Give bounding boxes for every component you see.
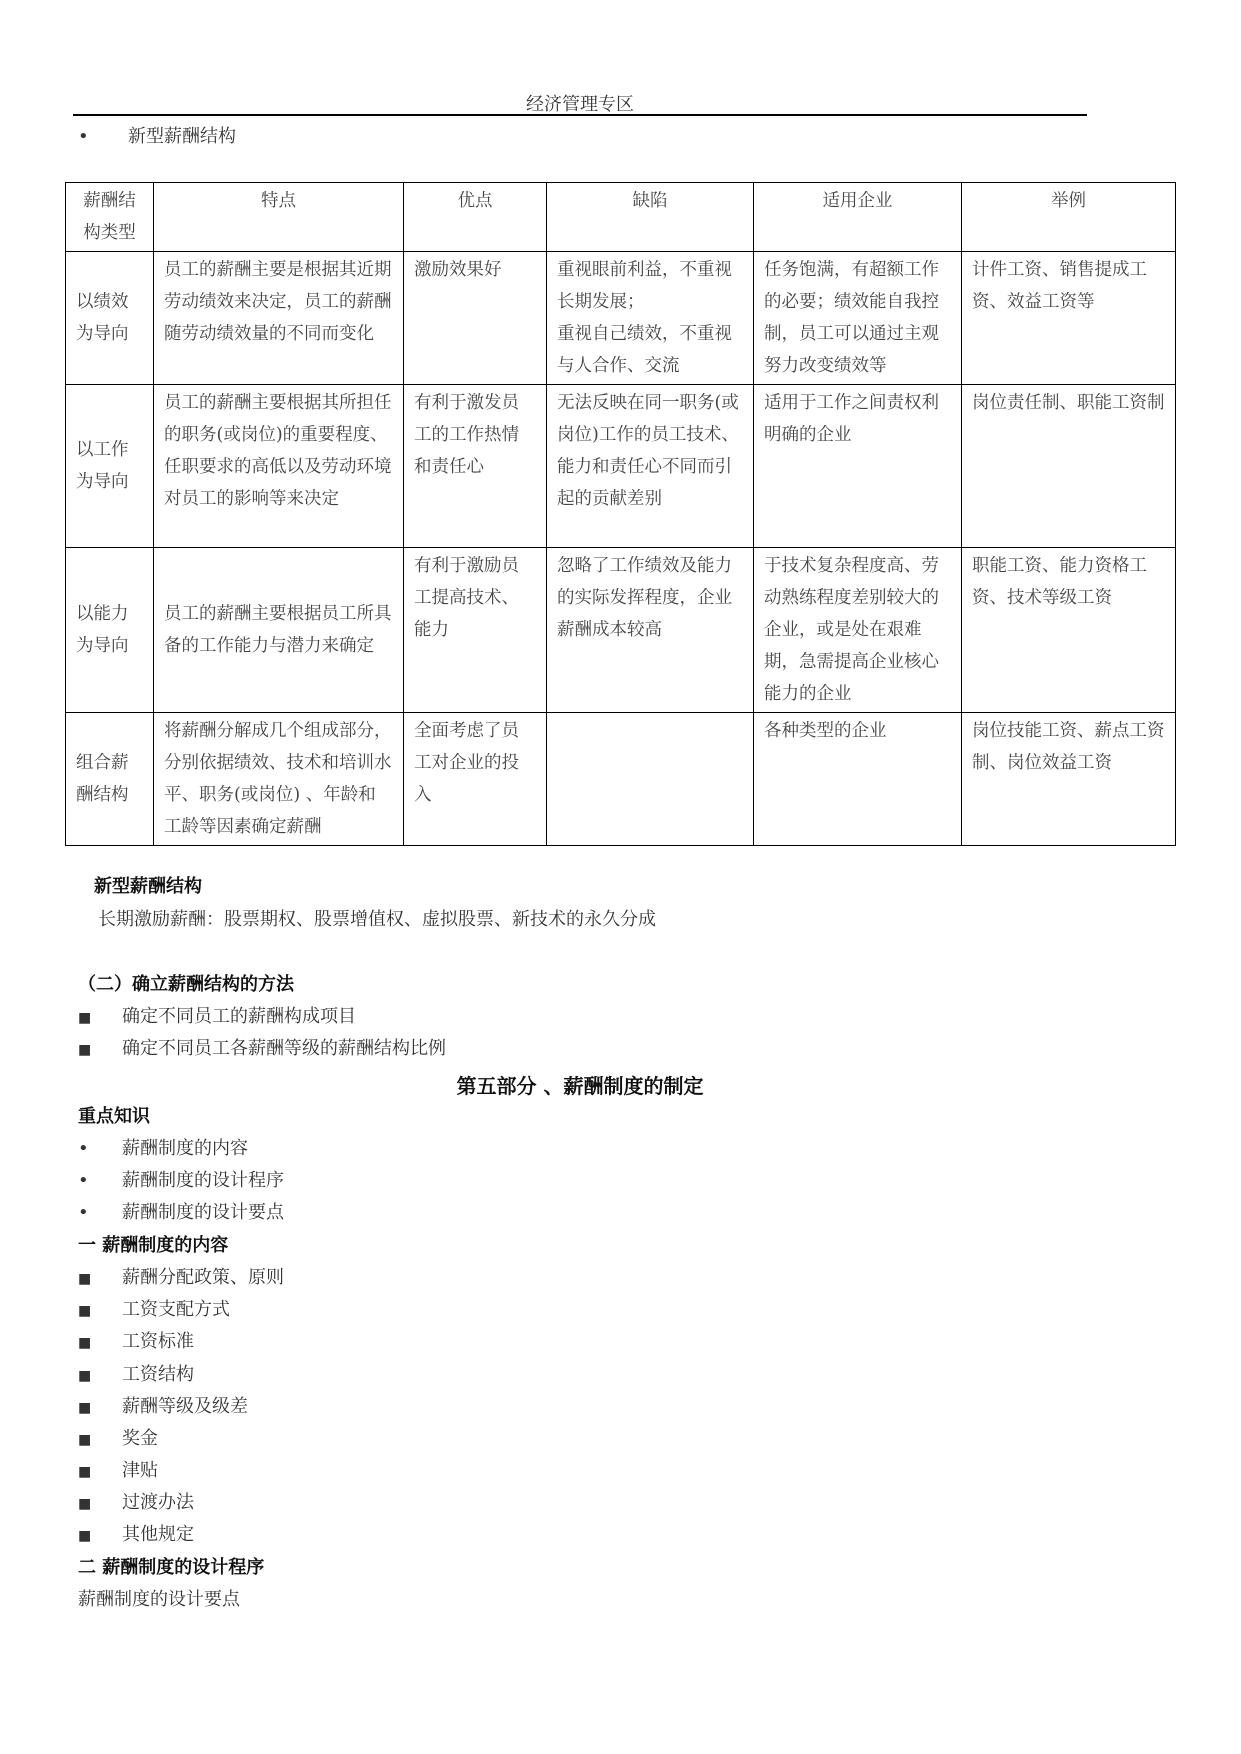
cell-defect — [547, 713, 754, 846]
cell-advantage: 有利于激励员工提高技术、能力 — [404, 548, 547, 713]
list-item: • 薪酬制度的设计程序 — [78, 1170, 284, 1191]
square-bullet-icon: ■ — [78, 1335, 92, 1351]
list-item: ■ 奖金 — [78, 1428, 158, 1449]
cell-advantage: 激励效果好 — [404, 252, 547, 385]
salary-structure-table — [65, 182, 1176, 846]
list-item: ■ 确定不同员工的薪酬构成项目 — [78, 1006, 356, 1027]
table-row — [66, 548, 1176, 713]
cell-applicable: 适用于工作之间责权利明确的企业 — [754, 385, 962, 548]
square-bullet-icon: ■ — [78, 1400, 92, 1416]
header-rule — [73, 114, 1087, 116]
cell-type: 以工作为导向 — [66, 385, 154, 548]
cell-advantage: 全面考虑了员工对企业的投入 — [404, 713, 547, 846]
cell-defect: 重视眼前利益，不重视长期发展； 重视自己绩效，不重视与人合作、交流 — [547, 252, 754, 385]
cell-example: 岗位技能工资、薪点工资制、岗位效益工资 — [962, 713, 1176, 846]
cell-type: 以能力为导向 — [66, 548, 154, 713]
list-item: ■ 过渡办法 — [78, 1492, 194, 1513]
cell-applicable: 于技术复杂程度高、劳动熟练程度差别较大的企业，或是处在艰难期，急需提高企业核心能力的企业 — [754, 548, 962, 713]
intro-text: 新型薪酬结构 — [128, 126, 236, 147]
methods-heading: （二）确立薪酬结构的方法 — [78, 974, 294, 995]
cell-feature: 员工的薪酬主要根据员工所具备的工作能力与潜力来确定 — [154, 548, 404, 713]
header-cell-feature: 特点 — [154, 183, 404, 252]
new-structure-text: 长期激励薪酬：股票期权、股票增值权、虚拟股票、新技术的永久分成 — [98, 909, 656, 930]
section-two-text: 薪酬制度的设计要点 — [78, 1589, 240, 1610]
page-header-title: 经济管理专区 — [526, 94, 634, 115]
section-two-heading: 二 薪酬制度的设计程序 — [78, 1557, 265, 1578]
table-row — [66, 713, 1176, 846]
square-bullet-icon: ■ — [78, 1496, 92, 1512]
square-bullet-icon: ■ — [78, 1464, 92, 1480]
list-item: ■ 薪酬分配政策、原则 — [78, 1267, 284, 1288]
cell-applicable: 任务饱满，有超额工作的必要；绩效能自我控制，员工可以通过主观努力改变绩效等 — [754, 252, 962, 385]
table-row — [66, 385, 1176, 548]
bullet-dot: • — [78, 1138, 89, 1159]
list-item: ■ 确定不同员工各薪酬等级的薪酬结构比例 — [78, 1038, 446, 1059]
cell-feature: 员工的薪酬主要是根据其近期劳动绩效来决定，员工的薪酬随劳动绩效量的不同而变化 — [154, 252, 404, 385]
cell-example: 职能工资、能力资格工资、技术等级工资 — [962, 548, 1176, 713]
list-item: ■ 工资支配方式 — [78, 1299, 230, 1320]
header-cell-applicable: 适用企业 — [754, 183, 962, 252]
key-knowledge-heading: 重点知识 — [78, 1106, 150, 1127]
list-item: ■ 工资结构 — [78, 1364, 194, 1385]
table-header-row — [66, 183, 1176, 252]
square-bullet-icon: ■ — [78, 1432, 92, 1448]
header-cell-defect: 缺陷 — [547, 183, 754, 252]
bullet-dot: • — [78, 1170, 89, 1191]
list-item: ■ 薪酬等级及级差 — [78, 1396, 248, 1417]
cell-defect: 忽略了工作绩效及能力的实际发挥程度，企业薪酬成本较高 — [547, 548, 754, 713]
cell-type: 组合薪酬结构 — [66, 713, 154, 846]
new-structure-heading: 新型薪酬结构 — [94, 876, 202, 897]
cell-feature: 员工的薪酬主要根据其所担任的职务(或岗位)的重要程度、任职要求的高低以及劳动环境对员工的影响等来决定 — [154, 385, 404, 548]
square-bullet-icon: ■ — [78, 1042, 92, 1058]
list-item: • 薪酬制度的内容 — [78, 1138, 248, 1159]
header-cell-example: 举例 — [962, 183, 1176, 252]
intro-line — [78, 122, 236, 148]
list-item: ■ 工资标准 — [78, 1331, 194, 1352]
cell-defect: 无法反映在同一职务(或岗位)工作的员工技术、能力和责任心不同而引起的贡献差别 — [547, 385, 754, 548]
cell-type: 以绩效为导向 — [66, 252, 154, 385]
cell-applicable: 各种类型的企业 — [754, 713, 962, 846]
bullet-dot: • — [78, 1202, 89, 1223]
square-bullet-icon: ■ — [78, 1368, 92, 1384]
cell-advantage: 有利于激发员工的工作热情和责任心 — [404, 385, 547, 548]
cell-feature: 将薪酬分解成几个组成部分，分别依据绩效、技术和培训水平、职务(或岗位) 、年龄和工龄等因素确定薪酬 — [154, 713, 404, 846]
part5-title: 第五部分 、薪酬制度的制定 — [456, 1074, 704, 1098]
header-cell-advantage: 优点 — [404, 183, 547, 252]
list-item: • 薪酬制度的设计要点 — [78, 1202, 284, 1223]
list-item: ■ 其他规定 — [78, 1524, 194, 1545]
table-row — [66, 252, 1176, 385]
header-cell-type: 薪酬结构类型 — [66, 183, 154, 252]
square-bullet-icon: ■ — [78, 1271, 92, 1287]
bullet-dot: • — [78, 126, 89, 147]
cell-example: 计件工资、销售提成工资、效益工资等 — [962, 252, 1176, 385]
cell-example: 岗位责任制、职能工资制 — [962, 385, 1176, 548]
square-bullet-icon: ■ — [78, 1010, 92, 1026]
square-bullet-icon: ■ — [78, 1528, 92, 1544]
list-item: ■ 津贴 — [78, 1460, 158, 1481]
square-bullet-icon: ■ — [78, 1303, 92, 1319]
section-one-heading: 一 薪酬制度的内容 — [78, 1235, 229, 1256]
